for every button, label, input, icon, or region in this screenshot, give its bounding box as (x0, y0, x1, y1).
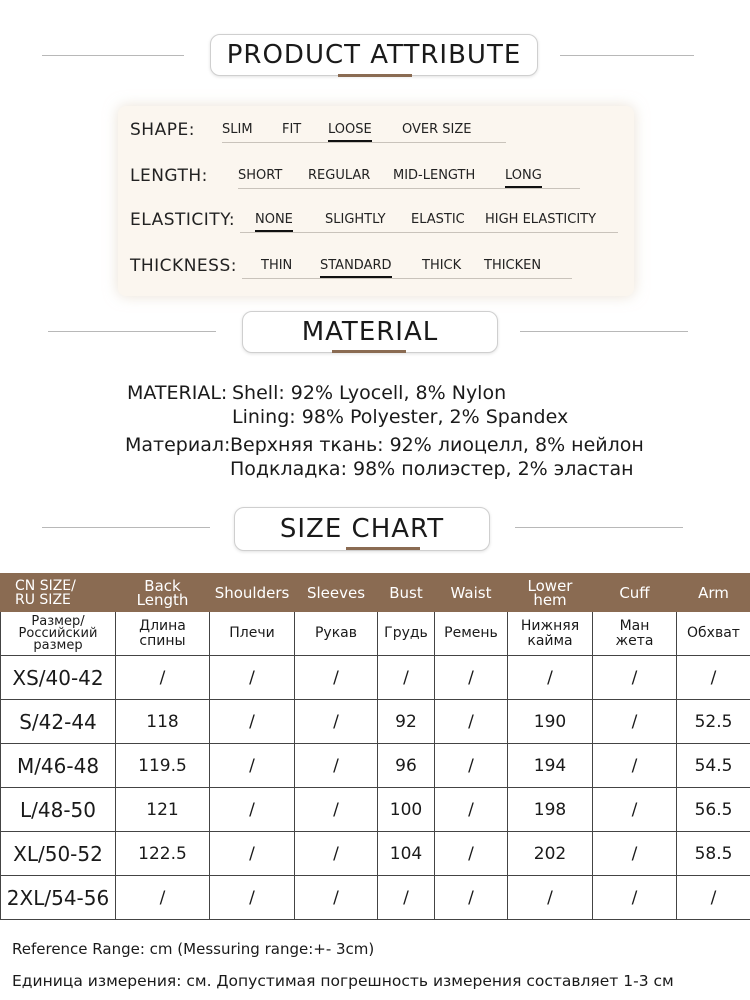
column-header: Bust (378, 574, 435, 612)
material-header (0, 310, 750, 360)
product-attribute-header (0, 30, 750, 80)
measurement-cell: 119.5 (116, 744, 210, 788)
measurement-cell: / (435, 744, 508, 788)
attr-underline (242, 278, 572, 279)
divider-line (520, 331, 688, 332)
measurement-cell: / (295, 876, 378, 920)
footnote-en: Reference Range: cm (Messuring range:+- 3cm) (12, 940, 375, 958)
measurement-cell: / (508, 656, 593, 700)
size-cell: XL/50-52 (1, 832, 116, 876)
attr-label: LENGTH: (130, 166, 208, 186)
measurement-cell: 202 (508, 832, 593, 876)
measurement-cell: / (593, 744, 677, 788)
measurement-cell: 96 (378, 744, 435, 788)
measurement-cell: / (435, 700, 508, 744)
column-header: Shoulders (210, 574, 295, 612)
footnote-ru: Единица измерения: см. Допустимая погрешность измерения составляет 1-3 см (12, 972, 674, 990)
attr-underline (238, 188, 580, 189)
size-cell: M/46-48 (1, 744, 116, 788)
attr-option: FIT (282, 122, 302, 137)
measurement-cell: 58.5 (677, 832, 750, 876)
attr-option: ELASTIC (411, 212, 465, 227)
measurement-cell: 118 (116, 700, 210, 744)
measurement-cell: / (378, 656, 435, 700)
measurement-cell: / (210, 788, 295, 832)
column-header: CN SIZE/ RU SIZE (1, 574, 116, 612)
measurement-cell: / (435, 656, 508, 700)
table-row (1, 744, 750, 788)
attr-option: THICK (422, 258, 462, 273)
attr-row-shape (130, 120, 630, 150)
measurement-cell: / (435, 832, 508, 876)
measurement-cell: / (295, 832, 378, 876)
size-cell: L/48-50 (1, 788, 116, 832)
attr-underline (240, 232, 618, 233)
column-header: Arm (677, 574, 750, 612)
size-cell: S/42-44 (1, 700, 116, 744)
divider-line (48, 331, 216, 332)
measurement-cell: / (210, 700, 295, 744)
attr-underline (222, 142, 506, 143)
measurement-cell: / (378, 876, 435, 920)
material-label-ru: Материал: (125, 434, 231, 456)
divider-line (515, 527, 683, 528)
measurement-cell: / (435, 876, 508, 920)
measurement-cell: 190 (508, 700, 593, 744)
measurement-cell: 100 (378, 788, 435, 832)
size-cell: 2XL/54-56 (1, 876, 116, 920)
measurement-cell: / (210, 832, 295, 876)
column-header-ru: Размер/ Российский размер (1, 612, 116, 656)
column-header-ru: Обхват (677, 612, 750, 656)
title-accent-bar (332, 350, 406, 353)
attr-option: SLIM (222, 122, 253, 137)
material-label-en: MATERIAL: (127, 382, 228, 404)
attr-option-selected: STANDARD (320, 258, 392, 273)
measurement-cell: / (295, 788, 378, 832)
column-header: Lower hem (508, 574, 593, 612)
measurement-cell: 122.5 (116, 832, 210, 876)
measurement-cell: / (677, 656, 750, 700)
measurement-cell: / (435, 788, 508, 832)
measurement-cell: 121 (116, 788, 210, 832)
header-row-ru (1, 612, 750, 656)
size-chart-header (0, 505, 750, 555)
material-lining-en: Lining: 98% Polyester, 2% Spandex (232, 406, 569, 428)
measurement-cell: 92 (378, 700, 435, 744)
column-header: Waist (435, 574, 508, 612)
table-row (1, 656, 750, 700)
measurement-cell: / (295, 744, 378, 788)
column-header-ru: Плечи (210, 612, 295, 656)
measurement-cell: / (593, 832, 677, 876)
measurement-cell: / (677, 876, 750, 920)
measurement-cell: / (116, 876, 210, 920)
column-header-ru: Нижняя кайма (508, 612, 593, 656)
header-row-en (1, 574, 750, 612)
measurement-cell: 56.5 (677, 788, 750, 832)
attr-option-selected: LONG (505, 168, 542, 183)
attr-row-length (130, 166, 630, 196)
measurement-cell: 194 (508, 744, 593, 788)
measurement-cell: / (295, 656, 378, 700)
divider-line (42, 55, 184, 56)
section-title: PRODUCT ATTRIBUTE (210, 34, 538, 76)
column-header-ru: Ремень (435, 612, 508, 656)
measurement-cell: / (116, 656, 210, 700)
measurement-cell: / (210, 656, 295, 700)
divider-line (42, 527, 210, 528)
column-header: Back Length (116, 574, 210, 612)
attr-option-selected: LOOSE (328, 122, 372, 137)
measurement-cell: / (295, 700, 378, 744)
section-title: SIZE CHART (234, 507, 490, 551)
attribute-panel (118, 106, 634, 296)
attr-option: REGULAR (308, 168, 371, 183)
attr-label: THICKNESS: (130, 256, 237, 276)
measurement-cell: 104 (378, 832, 435, 876)
material-shell-en: Shell: 92% Lyocell, 8% Nylon (232, 382, 507, 404)
material-shell-ru: Верхняя ткань: 92% лиоцелл, 8% нейлон (230, 434, 644, 456)
attr-row-thickness (130, 256, 630, 286)
column-header: Cuff (593, 574, 677, 612)
attr-row-elasticity (130, 210, 630, 240)
table-row (1, 832, 750, 876)
attr-option: HIGH ELASTICITY (485, 212, 597, 227)
attr-option: SHORT (238, 168, 283, 183)
column-header-ru: Ман жета (593, 612, 677, 656)
column-header: Sleeves (295, 574, 378, 612)
measurement-cell: 198 (508, 788, 593, 832)
attr-label: SHAPE: (130, 120, 195, 140)
measurement-cell: / (593, 656, 677, 700)
column-header-ru: Грудь (378, 612, 435, 656)
attr-option: THIN (261, 258, 293, 273)
attr-option: SLIGHTLY (325, 212, 386, 227)
size-chart-table (0, 573, 750, 920)
table-row (1, 788, 750, 832)
measurement-cell: / (508, 876, 593, 920)
attr-option: MID-LENGTH (393, 168, 476, 183)
measurement-cell: 52.5 (677, 700, 750, 744)
size-cell: XS/40-42 (1, 656, 116, 700)
divider-line (560, 55, 694, 56)
section-title: MATERIAL (242, 311, 498, 353)
attr-option: OVER SIZE (402, 122, 472, 137)
material-lining-ru: Подкладка: 98% полиэстер, 2% эластан (230, 458, 634, 480)
title-accent-bar (338, 74, 412, 77)
measurement-cell: / (210, 744, 295, 788)
measurement-cell: 54.5 (677, 744, 750, 788)
title-accent-bar (346, 547, 420, 550)
measurement-cell: / (593, 788, 677, 832)
attr-option: THICKEN (484, 258, 542, 273)
measurement-cell: / (210, 876, 295, 920)
table-row (1, 700, 750, 744)
column-header-ru: Рукав (295, 612, 378, 656)
column-header-ru: Длина спины (116, 612, 210, 656)
attr-label: ELASTICITY: (130, 210, 236, 230)
table-row (1, 876, 750, 920)
attr-option-selected: NONE (255, 212, 293, 227)
measurement-cell: / (593, 700, 677, 744)
measurement-cell: / (593, 876, 677, 920)
